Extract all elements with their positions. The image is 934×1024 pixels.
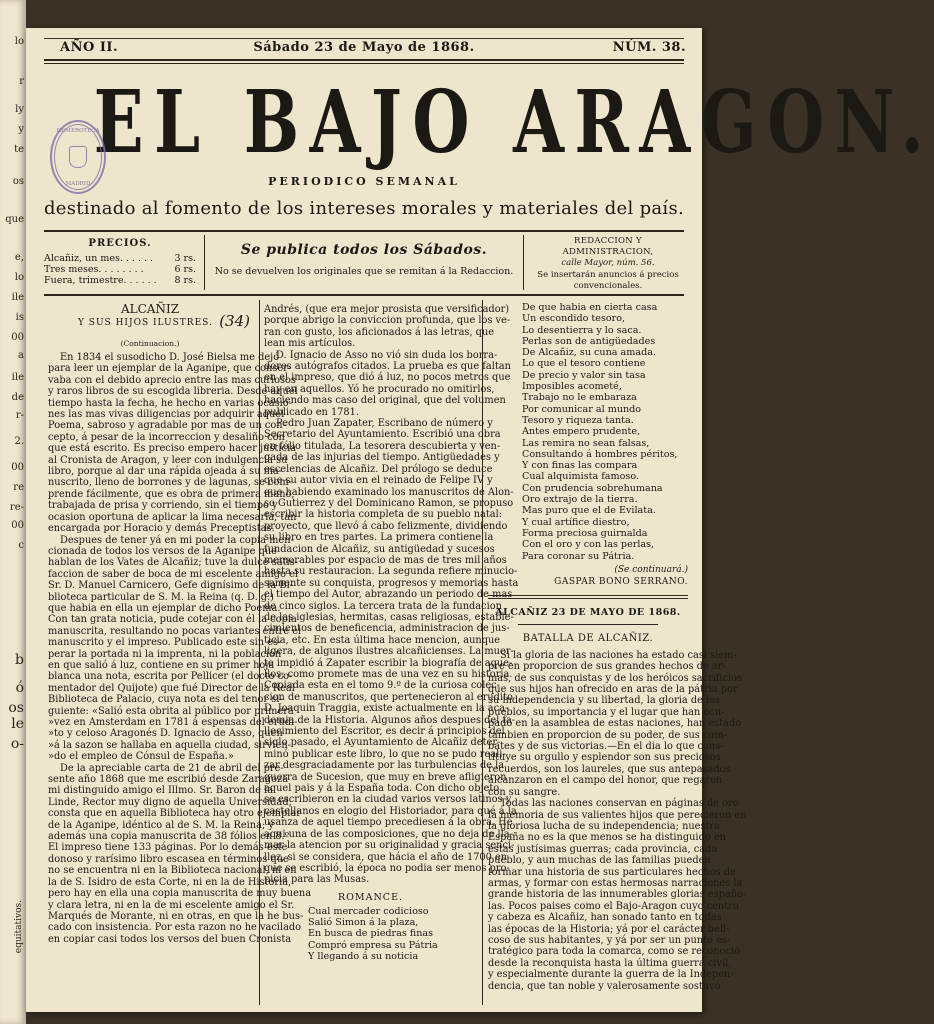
- margin-fragment: ó: [15, 680, 24, 696]
- year-label: AÑO II.: [60, 40, 119, 55]
- text-line: dores autógrafos citados. La prueba es que faltan: [264, 361, 511, 373]
- text-line: D. Joaquin Traggia, existe actualmente en la aca-: [264, 703, 509, 715]
- text-line: hablan de los Vates de Alcañiz; tuve la dulce satis-: [48, 557, 298, 569]
- margin-fragment: b: [15, 652, 24, 668]
- text-line: ticia, etc. En esta última hace mencion, aunque: [264, 634, 501, 646]
- precios-box: [44, 238, 196, 286]
- price-value: 6 rs.: [174, 264, 196, 275]
- text-line: castellanos en elogio del Historiador, para qué á la: [264, 805, 517, 817]
- text-line: Despues de tener yá en mi poder la copia men-: [60, 534, 294, 546]
- text-line: que habiendo examinado los manuscritos de Alon-: [264, 486, 514, 498]
- article-author: GASPAR BONO SERRANO.: [554, 576, 688, 587]
- text-line: tiempo hasta la fecha, he hecho en varias ocasio-: [48, 397, 293, 409]
- text-line: Compró empresa su Pátria: [308, 939, 438, 951]
- text-line: Con prudencia sobrehumana: [522, 482, 663, 494]
- text-line: Y cual artífice diestro,: [522, 516, 630, 528]
- article-title: ALCAÑIZ: [120, 302, 180, 316]
- text-line: Forma preciosa guirnalda: [522, 527, 648, 539]
- text-line: hay en aquellos. Yó he procurado no omitirlos,: [264, 383, 495, 395]
- section-header: ALCAÑIZ 23 DE MAYO DE 1868.: [495, 606, 681, 618]
- text-line: de la Aganipe, idéntico al de S. M. la Reina; y: [48, 819, 274, 831]
- text-line: porque abrigo la conviccion profunda, que los ve-: [264, 315, 511, 327]
- text-line: pre en proporcion de sus grandes hechos de ar-: [488, 661, 726, 673]
- text-line: nes las mas vivas diligencias por adquirir aquel: [48, 409, 285, 421]
- text-line: recuerdos, son los laureles, que sus antepasados: [488, 763, 731, 775]
- text-line: y raros libros de su escogida libreria. Desde aquel: [48, 386, 298, 398]
- masthead-tagline: destinado al fomento de los intereses morales y materiales del país.: [43, 198, 685, 219]
- text-line: Para coronar su Pátria.: [522, 550, 635, 562]
- text-line: De precio y valor sin tasa: [522, 369, 646, 381]
- text-line: proyecto, que llevó á cabo felizmente, dividiendo: [264, 520, 508, 532]
- text-line: En busca de piedras finas: [308, 928, 434, 940]
- price-value: 8 rs.: [174, 275, 196, 286]
- text-line: Salió Simon á la plaza,: [308, 917, 419, 929]
- text-line: blanca una nota, escrita por Pellicer (el docto co-: [48, 671, 293, 683]
- text-line: mentador del Quijote) que fué Director de la Real: [48, 682, 295, 694]
- text-line: desde la reconquista hasta la última guerra civil,: [488, 957, 732, 969]
- column-3: [488, 302, 747, 992]
- text-line: De Alcañiz, su cuna amada.: [522, 347, 657, 359]
- publication-box: [208, 242, 520, 277]
- text-line: tambien en proporcion de su poder, de sus com-: [488, 729, 727, 741]
- text-line: dencia, que tan noble y valerosamente sostuvo: [488, 980, 721, 992]
- text-line: Consultando á hombres péritos,: [522, 448, 678, 460]
- masthead-subtitle: PERIODICO SEMANAL: [268, 175, 460, 188]
- text-line: prende fácilmente, que es obra de primera mano,: [48, 488, 295, 500]
- crest-icon: [69, 146, 87, 168]
- text-line: lean mis artículos.: [264, 338, 356, 350]
- text-line: vaba con el debido aprecio entre las mas curiosos: [48, 374, 296, 386]
- text-line: aqui una de las composiciones, que no deja de lla-: [264, 828, 513, 840]
- margin-fragment: c: [18, 540, 24, 551]
- text-line: consta que en aquella Biblioteca hay otro ejemplar: [48, 808, 301, 820]
- batalla-article-body: [488, 649, 747, 992]
- margin-vertical-text: equitativos.: [14, 900, 24, 954]
- text-line: En 1834 el susodicho D. José Bielsa me dejó: [60, 352, 280, 363]
- text-line: pero hay en ella una copia manuscrita de muy buena: [48, 888, 312, 900]
- text-line: minó publicar este libro, lo que no se pudo reali-: [264, 748, 506, 760]
- margin-fragment: lo: [14, 36, 24, 47]
- text-line: estas justísimas guerras; cada provincia, cada: [488, 843, 718, 855]
- margin-fragment: e,: [14, 252, 24, 263]
- redaccion-address: calle Mayor, núm. 56.: [561, 258, 655, 268]
- text-line: »vez en Amsterdam en 1781 á espensas del erudi-: [48, 717, 298, 728]
- text-line: España no es la que menos se ha distinguido en: [488, 832, 726, 844]
- price-row: [44, 264, 196, 275]
- text-line: Y con finas las compara: [522, 460, 638, 472]
- margin-fragment: ly: [15, 104, 24, 115]
- text-line: D. Ignacio de Asso no vió sin duda los borra-: [276, 349, 498, 361]
- text-line: publicado en 1781.: [264, 406, 359, 418]
- issue-date: Sábado 23 de Mayo de 1868.: [253, 40, 475, 55]
- precios-title: PRECIOS.: [88, 238, 152, 249]
- stamp-top-text: HEMEROTECA: [56, 128, 100, 134]
- margin-fragment: ile: [11, 372, 24, 383]
- text-line: hasta su restauracion. La segunda refiere minucio-: [264, 566, 518, 578]
- handwritten-number: (34): [219, 312, 250, 330]
- text-line: Perlas son de antigüedades: [522, 335, 656, 347]
- text-line: el tiempo del Autor, abrazando un periodo de mas: [264, 589, 513, 601]
- text-line: usanza de aquel tiempo precediesen á la obra. Hé: [264, 817, 513, 829]
- redaccion-ads-2: convencionales.: [573, 281, 643, 291]
- article-body-continued: [264, 304, 519, 886]
- margin-fragment: 00: [11, 462, 24, 473]
- text-line: encargada por Horacio y demás Preceptistas.: [48, 523, 275, 535]
- text-line: perar la portada ni la imprenta, ni la poblacion: [48, 648, 282, 660]
- text-line: y especialmente durante la guerra de la Indepen-: [488, 969, 734, 981]
- continuation-note: (Continuacion.): [120, 339, 180, 348]
- text-line: Con el oro y con las perlas,: [522, 539, 655, 551]
- text-line: de las iglesias, hermitas, casas religiosas, estable-: [264, 611, 514, 623]
- text-line: escelencias de Alcañiz. Del prólogo se deduce: [264, 463, 493, 475]
- text-line: que se escribió, la época no podia ser menos pro-: [264, 862, 510, 874]
- price-row: [44, 253, 196, 264]
- text-line: Poema, sabroso y agradable por mas de un con-: [48, 420, 286, 432]
- text-line: para leer un ejemplar de la Aganipe, que conser-: [48, 363, 292, 375]
- text-line: no se encuentra ni en la Biblioteca nacional, ni en: [48, 865, 297, 877]
- text-line: Antes empero prudente,: [522, 426, 641, 438]
- margin-fragment: os: [12, 176, 24, 187]
- text-line: que sus hijos han ofrecido en aras de la pátria por: [488, 684, 738, 696]
- text-line: en el impreso, que dió á luz, no pocos metros que: [264, 372, 511, 384]
- text-line: que su autor vivia en el reinado de Felipe IV y: [264, 475, 493, 487]
- margin-fragment: r-: [15, 410, 24, 421]
- text-line: en fólio titulada, La tesorera descubierta y ven-: [264, 440, 501, 452]
- text-line: que habia en ella un ejemplar de dicho Poema.: [48, 602, 281, 614]
- text-line: guerra de Sucesion, que muy en breve afligieron: [264, 771, 507, 783]
- text-line: Cual alquimista famoso.: [522, 471, 639, 483]
- text-line: fundacion de Alcañiz, su antigüedad y sucesos: [264, 543, 495, 555]
- article-title-batalla: BATALLA DE ALCAÑIZ.: [522, 632, 654, 644]
- text-line: samente su conquista, progresos y memorias hasta: [264, 577, 519, 589]
- text-line: Lo desentierra y lo saca.: [522, 324, 642, 336]
- text-line: sente año 1868 que me escribió desde Zaragoza: [48, 774, 289, 786]
- text-line: escribir la historia completa de su pueblo natal:: [264, 509, 503, 521]
- text-line: De que habia en cierta casa: [522, 302, 658, 313]
- text-line: llecimiento del Escritor, es decir á principios del: [264, 726, 505, 738]
- text-line: armas, y formar con estas hermosas narraciones la: [488, 877, 743, 889]
- text-line: »to y celoso Aragonés D. Ignacio de Asso, quen: [48, 728, 283, 740]
- text-line: y cabeza es Alcañiz, han sonado tanto en todas: [488, 912, 722, 924]
- text-line: De la apreciable carta de 21 de abril del pre-: [60, 762, 284, 774]
- adjacent-page-strip: [0, 0, 26, 1024]
- text-line: Biblioteca de Palacio, cuya nota es del tenor si-: [48, 694, 283, 706]
- text-line: memorables por espacio de mas de tres mil años: [264, 554, 507, 566]
- text-line: Marqués de Morante, ni en otras, en que la he bus-: [48, 910, 304, 922]
- text-line: te impidió á Zapater escribir la biografía de aque-: [264, 657, 513, 669]
- text-line: coso de sus habitantes, y yá por ser un punto es-: [488, 934, 731, 946]
- continuation-mark: (Se continuará.): [614, 564, 688, 575]
- text-line: Y llegando á su noticia: [308, 950, 419, 962]
- text-line: so Gutierrez y del Dominicano Ramon, se propuso: [264, 497, 514, 509]
- article-subtitle: Y SUS HIJOS ILUSTRES.: [78, 318, 213, 328]
- margin-fragment: 00: [11, 520, 24, 531]
- text-line: haciendo mas caso del original, que del volumen: [264, 395, 506, 407]
- text-line: Lo que el tesoro contiene: [522, 358, 646, 370]
- text-line: mi distinguido amigo el Illmo. Sr. Baron de la: [48, 785, 274, 797]
- text-line: picia para las Musas.: [264, 874, 370, 886]
- price-label: Tres meses. . . . . . . .: [44, 264, 144, 275]
- text-line: aquel pais y á la España toda. Con dicho objeto: [264, 783, 500, 795]
- publication-note: No se devuelven los originales que se remitan á la Redaccion.: [214, 266, 514, 277]
- text-line: Mas puro que el de Evilata.: [522, 505, 656, 517]
- margin-fragment: te: [14, 144, 24, 155]
- margin-fragment: o-: [10, 736, 24, 752]
- margin-fragment: que: [5, 214, 24, 225]
- text-line: la de S. Isidro de esta Corte, ni en la de Historia,: [48, 876, 292, 888]
- text-line: Sr. D. Manuel Carnicero, Gefe dignísimo de la Bi-: [48, 580, 294, 592]
- margin-fragment: y: [18, 124, 24, 135]
- text-line: demia de la Historia. Algunos años despues del fa-: [264, 714, 516, 726]
- text-line: cion de manuscritos, que pertenecieron al erudito: [264, 691, 513, 703]
- romance-title: ROMANCE.: [337, 891, 404, 903]
- romance-poem: [264, 906, 477, 962]
- text-line: pueblo, y aun muchas de las familias pueden: [488, 855, 711, 867]
- text-line: ocasion oportuna de aplicar la lima necesaria, tan: [48, 511, 297, 523]
- price-label: Alcañiz, un mes. . . . . .: [44, 253, 154, 264]
- text-line: donoso y rarísimo libro escasea en términos que: [48, 853, 289, 865]
- text-line: Oro extrajo de la tierra.: [522, 494, 638, 506]
- text-line: la gloriosa lucha de su independencia; nuestra: [488, 820, 720, 832]
- text-line: en que salió á luz, contiene en su primer hoja: [48, 659, 275, 671]
- text-line: de cinco siglos. La tercera trata de la fundacion: [264, 600, 502, 612]
- text-line: tratégico para toda la comarca, como se reconoció: [488, 946, 740, 958]
- text-line: cado con insistencia. Por esta razon no he vacilado: [48, 922, 302, 934]
- text-line: además una copia manuscrita de 38 fólios en 8.º: [48, 831, 290, 843]
- text-line: Imposibles acometé,: [522, 381, 622, 393]
- text-line: »do el empleo de Cónsul de España.»: [48, 751, 234, 763]
- text-line: en copiar casi todos los versos del buen Cronista: [48, 933, 292, 945]
- text-line: Cual mercader codicioso: [308, 905, 429, 917]
- price-label: Fuera, trimestre. . . . . .: [44, 275, 157, 286]
- newspaper-page: [26, 28, 934, 1012]
- text-line: Secretario del Ayuntamiento. Escribió una obra: [264, 429, 501, 441]
- text-line: gada de las injurias del tiempo. Antigüedades y: [264, 452, 500, 464]
- margin-fragment: 00: [11, 332, 24, 343]
- text-line: libro, porque al dar una rápida ojeada á su ma-: [48, 466, 283, 478]
- text-line: siglo pasado, el Ayuntamiento de Alcañiz deter-: [264, 737, 501, 749]
- text-line: que está escrito. Es preciso empero hacer justicia: [48, 443, 296, 455]
- text-line: Trabajo no le embaraza: [522, 392, 637, 404]
- price-value: 3 rs.: [174, 253, 196, 264]
- text-line: Tesoro y riqueza tanta.: [522, 414, 634, 426]
- text-line: Pedro Juan Zapater, Escribano de número y: [276, 418, 493, 430]
- margin-fragment: os: [8, 700, 24, 716]
- text-line: tituye su orgullo y esplendor son sus preciosos: [488, 752, 721, 764]
- stamp-bottom-text: MADRID: [65, 181, 91, 187]
- text-line: ran con gusto, los aficionados á las letras, que: [264, 326, 495, 338]
- text-line: con su sangre.: [488, 786, 561, 798]
- margin-fragment: 2.: [14, 436, 24, 447]
- text-line: se escribieron en la ciudad varios versos latinos y: [264, 794, 512, 806]
- issue-number: NÚM. 38.: [612, 40, 686, 55]
- text-line: El impreso tiene 133 páginas. Por lo demás este: [48, 842, 288, 854]
- text-line: Un escondido tesoro,: [522, 313, 626, 325]
- text-line: zar desgraciadamente por las turbulencias de la: [264, 760, 505, 772]
- margin-fragment: r: [19, 76, 24, 87]
- redaccion-box: [528, 236, 688, 292]
- text-line: llez, si se considera, que hácia el año de 1700 en: [264, 851, 508, 863]
- romance-poem-continued: [488, 302, 688, 562]
- text-line: Si la gloria de las naciones ha estado casi siem-: [500, 649, 737, 661]
- margin-fragment: de: [11, 392, 24, 403]
- text-line: Linde, Rector muy digno de aquella Universidad;: [48, 796, 292, 808]
- text-line: mas, de sus conquistas y de los heróicos sacrificios: [488, 672, 743, 684]
- margin-fragment: is: [15, 312, 24, 323]
- margin-fragment: re-: [9, 502, 24, 513]
- text-line: manuscrita, resultando no pocas variantes entre el: [48, 625, 302, 637]
- redaccion-ads: Se insertarán anuncios á precios: [537, 270, 679, 280]
- text-line: bates y de sus victorias.—En el dia lo que cons-: [488, 741, 724, 753]
- text-line: blioteca particular de S. M. la Reina (q. D. g.): [48, 591, 275, 603]
- price-row: [44, 275, 196, 286]
- text-line: formar una historia de sus particulares hechos de: [488, 866, 736, 878]
- text-line: su libro en tres partes. La primera contiene la: [264, 532, 494, 544]
- text-line: las. Pocos paises como el Bajo-Aragon cuyo centro: [488, 900, 739, 912]
- margin-fragment: le: [11, 716, 24, 732]
- text-line: Copiada esta en el tomo 9.º de la curiosa colec-: [264, 680, 500, 692]
- margin-fragment: ile: [11, 292, 24, 303]
- text-line: mar la atencion por su originalidad y gracia senci-: [264, 840, 515, 852]
- text-line: las épocas de la Historia; yá por el carácter beli-: [488, 923, 730, 935]
- column-2: [264, 304, 519, 962]
- text-line: cepto, á pesar de la incorreccion y desaliño con: [48, 431, 285, 443]
- text-line: faccion de saber de boca de mi escelente amigo el: [48, 568, 299, 580]
- text-line: »á la sazon se hallaba en aquella ciudad, sirvien-: [48, 739, 291, 751]
- text-line: alcanzaron en el campo del honor, que regaron: [488, 775, 723, 787]
- text-line: cionada de todos los versos de la Aganipe que: [48, 545, 277, 557]
- text-line: pado en la asamblea de estas naciones, han estado: [488, 718, 742, 730]
- text-line: grande historia de las innumerables glorias españo-: [488, 889, 747, 901]
- margin-fragment: re: [13, 482, 24, 493]
- text-line: Con tan grata noticia, pude cotejar con él la copia: [48, 614, 297, 626]
- publication-frequency: Se publica todos los Sábados.: [240, 242, 488, 258]
- margin-fragment: a: [18, 350, 24, 361]
- text-line: Andrés, (que era mejor prosista que versificador): [264, 304, 510, 315]
- text-line: cimientos de beneficencia, administracion de jus-: [264, 623, 510, 635]
- text-line: Todas las naciones conservan en páginas de oro: [500, 798, 739, 810]
- margin-fragment: lo: [14, 272, 24, 283]
- text-line: Por comunicar al mundo: [522, 403, 642, 415]
- text-line: llos; como promete mas de una vez en su historia.: [264, 669, 513, 680]
- text-line: ligera, de algunos ilustres alcañicienses. La muer-: [264, 646, 514, 658]
- text-line: pueblos, su importancia y el lugar que han ocu-: [488, 706, 725, 718]
- redaccion-title: REDACCION Y ADMINISTRACION,: [562, 236, 654, 257]
- text-line: la memoria de sus valientes hijos que perecieron en: [488, 809, 747, 821]
- text-line: nuscrito, lleno de borrones y de lagunas, se com-: [48, 477, 292, 489]
- text-line: trabajada de prisa y corriendo, sin el tiempo y: [48, 500, 278, 512]
- text-line: al Cronista de Aragon, y leer con indulgencia su: [48, 454, 288, 466]
- text-line: guiente: «Salió esta obrita al público por primera: [48, 705, 294, 717]
- text-line: y clara letra, ni en la de mi escelente amigo el Sr.: [48, 899, 295, 911]
- text-line: manuscrito y el impreso. Publicado este sin es-: [48, 637, 282, 649]
- text-line: su independencia y su libertad, la gloria de los: [488, 695, 721, 707]
- text-line: Las remira no sean falsas,: [522, 437, 650, 449]
- masthead-title: EL BAJO ARAGON.: [93, 72, 934, 173]
